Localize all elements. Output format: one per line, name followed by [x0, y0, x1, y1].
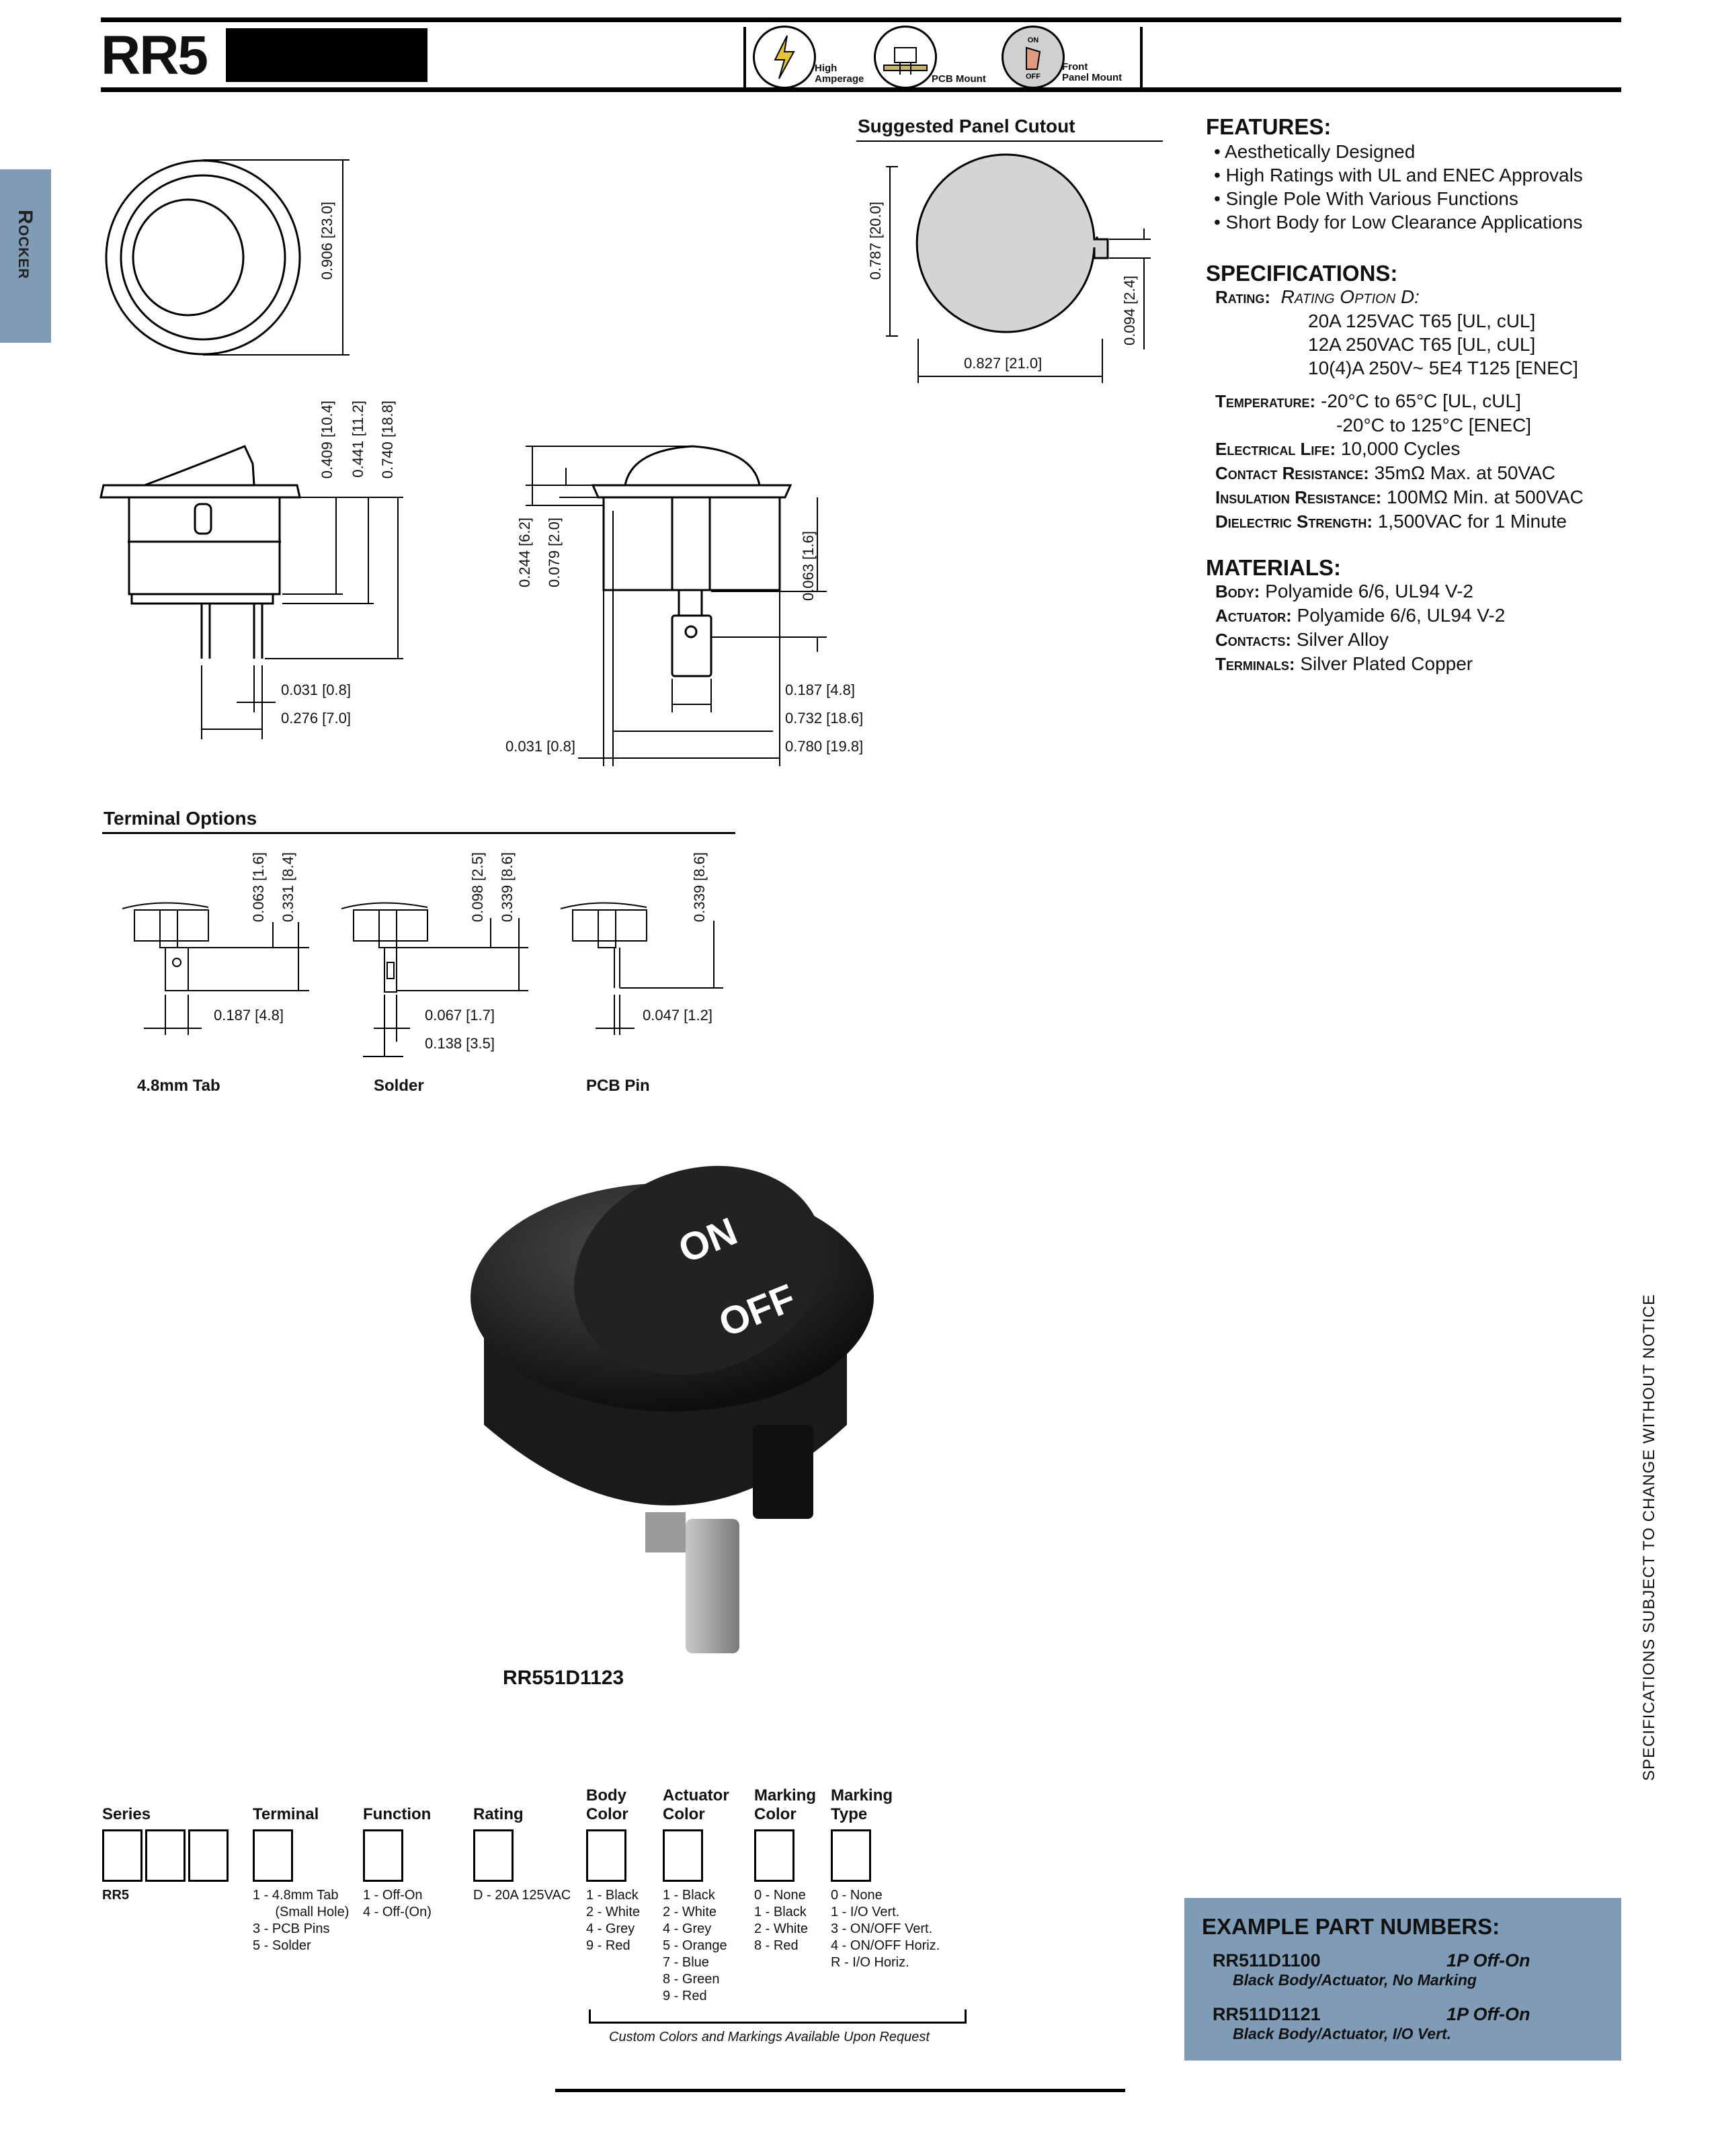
body-color-box	[586, 1829, 626, 1882]
tab-label: 4.8mm Tab	[137, 1077, 220, 1095]
dim-cutout-height: 0.787 [20.0]	[867, 202, 884, 280]
dim-terminal-offset: 0.063 [1.6]	[800, 531, 817, 601]
dim-tab-width: 0.187 [4.8]	[785, 681, 855, 698]
insulation-label: Insulation Resistance:	[1215, 487, 1382, 507]
rating-line: 12A 250VAC T65 [UL, cUL]	[1308, 334, 1536, 355]
dielectric-value: 1,500VAC for 1 Minute	[1377, 511, 1567, 532]
actuator-on-text: ON	[672, 1209, 743, 1272]
temperature-label: Temperature:	[1215, 391, 1316, 411]
function-list: 1 - Off-On 4 - Off-(On)	[363, 1888, 432, 1919]
badge-off-text: OFF	[1026, 73, 1040, 81]
marking-color-list: 0 - None 1 - Black 2 - White 8 - Red	[754, 1888, 809, 1953]
solder-label: Solder	[374, 1077, 424, 1095]
actuator-color-list: 1 - Black 2 - White 4 - Grey 5 - Orange 7 - Blue 8 - Green 9 - Red	[663, 1888, 727, 2003]
side-note: SPECIFICATIONS SUBJECT TO CHANGE WITHOUT NOTICE	[1640, 1294, 1658, 1781]
contacts-label: Contacts:	[1215, 630, 1292, 650]
tab-dim-2: 0.331 [8.4]	[280, 852, 296, 922]
side-view-actuator	[145, 446, 254, 485]
dim-cutout-notch: 0.094 [2.4]	[1121, 276, 1138, 345]
life-value: 10,000 Cycles	[1340, 438, 1461, 459]
marking-type-list: 0 - None 1 - I/O Vert. 3 - ON/OFF Vert. 4 - ON/OFF Horiz. R - I/O Horiz.	[831, 1888, 940, 1970]
body-label: Body:	[1215, 581, 1260, 602]
dim-cutout-width: 0.827 [21.0]	[964, 355, 1043, 372]
dim-flange-thickness: 0.079 [2.0]	[546, 517, 563, 587]
terminal-heading: Terminal	[253, 1805, 319, 1823]
actuator-color-heading: Actuator Color	[663, 1786, 729, 1823]
example-row	[1213, 2004, 1589, 2043]
rating-box	[473, 1829, 514, 1882]
solder-dim-1: 0.098 [2.5]	[469, 852, 486, 922]
example-part-numbers-panel	[1184, 1898, 1621, 2061]
actuator-color-box	[663, 1829, 703, 1882]
series-box	[145, 1829, 186, 1882]
rating-line: 10(4)A 250V~ 5E4 T125 [ENEC]	[1308, 358, 1578, 378]
photo-caption: RR551D1123	[503, 1667, 624, 1689]
pcb-dim-width: 0.047 [1.2]	[643, 1007, 712, 1024]
footer-rule	[555, 2089, 1125, 2092]
product-photo	[444, 1143, 901, 1680]
side-view-window	[195, 504, 211, 534]
dim-height-2: 0.441 [11.2]	[350, 401, 366, 478]
sidebar-tab-label: Rocker	[14, 210, 36, 280]
specifications-block	[1215, 285, 1645, 534]
rating-list: D - 20A 125VAC	[473, 1888, 571, 1903]
pcb-label: PCB Pin	[586, 1077, 650, 1095]
terminal-list: 1 - 4.8mm Tab (Small Hole) 3 - PCB Pins 5 - Solder	[253, 1888, 350, 1953]
temperature-value-2: -20°C to 125°C [ENEC]	[1336, 415, 1532, 436]
dim-terminal-spacing: 0.276 [7.0]	[281, 710, 351, 727]
specifications-title: SPECIFICATIONS:	[1206, 261, 1398, 286]
materials-title: MATERIALS:	[1206, 555, 1342, 580]
terminal-options-title: Terminal Options	[104, 808, 257, 829]
solder-dim-width-2: 0.138 [3.5]	[425, 1035, 495, 1052]
front-view-body	[604, 497, 780, 590]
front-view-actuator	[625, 446, 760, 485]
terminal-blade	[686, 1519, 739, 1653]
tab-dim-1: 0.063 [1.6]	[250, 852, 267, 922]
series-heading: Series	[102, 1805, 151, 1823]
terminal-box	[253, 1829, 293, 1882]
dim-flange-width: 0.780 [19.8]	[785, 738, 864, 755]
example-desc: Black Body/Actuator, No Marking	[1233, 1971, 1477, 1989]
features-list	[1214, 140, 1583, 234]
example-desc: Black Body/Actuator, I/O Vert.	[1233, 2025, 1452, 2042]
solder-dim-2: 0.339 [8.6]	[499, 852, 516, 922]
insulation-value: 100MΩ Min. at 500VAC	[1387, 487, 1584, 507]
body-color-heading: Body Color	[586, 1786, 628, 1823]
series-list: RR5	[102, 1888, 130, 1903]
pcb-mount-label: PCB Mount	[932, 73, 986, 85]
contact-value: 35mΩ Max. at 50VAC	[1374, 462, 1555, 483]
technical-drawing	[0, 0, 1183, 766]
contact-label: Contact Resistance:	[1215, 463, 1369, 483]
body-value: Polyamide 6/6, UL94 V-2	[1265, 581, 1473, 602]
badge-on-text: ON	[1027, 36, 1039, 44]
dim-flange-height: 0.244 [6.2]	[516, 517, 533, 587]
marking-type-box	[831, 1829, 871, 1882]
feature-item: • High Ratings with UL and ENEC Approvals	[1214, 165, 1583, 185]
dim-body-width: 0.732 [18.6]	[785, 710, 864, 727]
terminals-value: Silver Plated Copper	[1300, 653, 1473, 674]
feature-item: • Single Pole With Various Functions	[1214, 188, 1518, 209]
materials-block	[1215, 579, 1505, 676]
marking-color-box	[754, 1829, 794, 1882]
side-view-body	[129, 497, 280, 594]
dielectric-label: Dielectric Strength:	[1215, 511, 1373, 532]
page-title: RR5	[101, 25, 208, 86]
example-function: 1P Off-On	[1446, 2004, 1531, 2024]
dim-wall-thickness: 0.031 [0.8]	[505, 738, 575, 755]
terminal-options-drawing	[0, 833, 739, 1062]
panel-cutout-shape	[917, 155, 1108, 332]
contacts-value: Silver Alloy	[1296, 629, 1389, 650]
example-part: RR511D1100	[1213, 1950, 1321, 1971]
temperature-value: -20°C to 65°C [UL, cUL]	[1321, 390, 1521, 411]
series-box	[102, 1829, 142, 1882]
actuator-value: Polyamide 6/6, UL94 V-2	[1297, 605, 1506, 626]
dim-overall-diameter: 0.906 [23.0]	[319, 202, 335, 280]
front-view-terminal	[672, 616, 711, 676]
feature-item: • Aesthetically Designed	[1214, 141, 1416, 162]
series-box	[188, 1829, 229, 1882]
actuator-label: Actuator:	[1215, 606, 1292, 626]
example-function: 1P Off-On	[1446, 1950, 1531, 1971]
terminals-label: Terminals:	[1215, 654, 1295, 674]
function-box	[363, 1829, 403, 1882]
front-view-flange	[593, 485, 790, 497]
dim-height-3: 0.740 [18.8]	[379, 401, 396, 479]
rating-line: 20A 125VAC T65 [UL, cUL]	[1308, 310, 1536, 331]
life-label: Electrical Life:	[1215, 439, 1336, 459]
dim-height-1: 0.409 [10.4]	[319, 401, 335, 479]
example-row	[1213, 1950, 1589, 1989]
high-amperage-label: High Amperage	[815, 63, 864, 85]
rating-label: Rating:	[1215, 287, 1271, 307]
top-view-actuator	[133, 200, 243, 315]
function-heading: Function	[363, 1805, 432, 1823]
marking-color-heading: Marking Color	[754, 1786, 817, 1823]
solder-dim-width-1: 0.067 [1.7]	[425, 1007, 495, 1024]
actuator-off-text: OFF	[712, 1276, 802, 1346]
custom-bracket	[589, 2009, 967, 2024]
pcb-dim-1: 0.339 [8.6]	[691, 852, 708, 922]
example-part: RR511D1121	[1213, 2004, 1321, 2024]
top-view-bezel	[106, 161, 300, 354]
custom-note: Custom Colors and Markings Available Upon Request	[609, 2030, 930, 2044]
cutout-title: Suggested Panel Cutout	[858, 116, 1075, 136]
feature-item: • Short Body for Low Clearance Applications	[1214, 212, 1583, 233]
rating-heading: Rating	[473, 1805, 524, 1823]
top-view-inner-ring	[121, 175, 285, 339]
dim-terminal-thickness: 0.031 [0.8]	[281, 681, 351, 698]
tab-dim-width: 0.187 [4.8]	[214, 1007, 284, 1024]
front-panel-mount-label: Front Panel Mount	[1062, 61, 1123, 83]
marking-type-heading: Marking Type	[831, 1786, 893, 1823]
features-title: FEATURES:	[1206, 114, 1332, 139]
body-color-list: 1 - Black 2 - White 4 - Grey 9 - Red	[586, 1888, 641, 1953]
side-view-flange	[101, 485, 300, 497]
example-title: EXAMPLE PART NUMBERS:	[1202, 1914, 1500, 1939]
rating-option: Rating Option D:	[1280, 286, 1420, 307]
